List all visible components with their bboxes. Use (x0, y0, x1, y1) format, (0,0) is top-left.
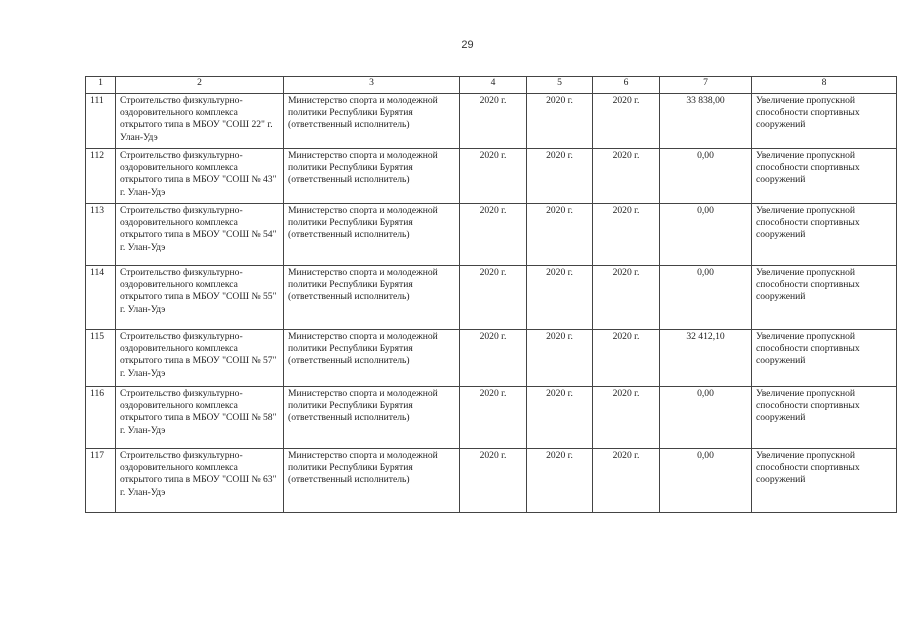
executor: Министерство спорта и молодежной политики Республики Бурятия (ответственный исполнитель) (284, 387, 460, 449)
row-number: 113 (86, 204, 116, 266)
year-cell: 2020 г. (460, 387, 527, 449)
year-cell: 2020 г. (460, 266, 527, 330)
object-name: Строительство физкультурно-оздоровительного комплекса открытого типа в МБОУ "СОШ № 55" г. Улан-Удэ (116, 266, 284, 330)
row-number: 117 (86, 449, 116, 513)
year-cell: 2020 г. (527, 387, 593, 449)
table-row (86, 449, 897, 513)
year-cell: 2020 г. (527, 266, 593, 330)
row-number: 116 (86, 387, 116, 449)
object-name: Строительство физкультурно-оздоровительного комплекса открытого типа в МБОУ "СОШ № 63" г. Улан-Удэ (116, 449, 284, 513)
year-cell: 2020 г. (460, 94, 527, 149)
table-header-row (86, 77, 897, 94)
amount-cell: 0,00 (660, 387, 752, 449)
result-cell: Увеличение пропускной способности спортивных сооружений (752, 330, 897, 387)
year-cell: 2020 г. (593, 204, 660, 266)
executor: Министерство спорта и молодежной политики Республики Бурятия (ответственный исполнитель) (284, 94, 460, 149)
executor: Министерство спорта и молодежной политики Республики Бурятия (ответственный исполнитель) (284, 149, 460, 204)
header-cell: 3 (284, 77, 460, 94)
result-cell: Увеличение пропускной способности спортивных сооружений (752, 449, 897, 513)
year-cell: 2020 г. (460, 449, 527, 513)
year-cell: 2020 г. (593, 149, 660, 204)
year-cell: 2020 г. (593, 330, 660, 387)
executor: Министерство спорта и молодежной политики Республики Бурятия (ответственный исполнитель) (284, 204, 460, 266)
amount-cell: 0,00 (660, 266, 752, 330)
table-row (86, 266, 897, 330)
header-cell: 4 (460, 77, 527, 94)
amount-cell: 0,00 (660, 149, 752, 204)
year-cell: 2020 г. (593, 449, 660, 513)
program-table (85, 76, 897, 513)
year-cell: 2020 г. (593, 94, 660, 149)
object-name: Строительство физкультурно-оздоровительного комплекса открытого типа в МБОУ "СОШ № 43" г. Улан-Удэ (116, 149, 284, 204)
year-cell: 2020 г. (527, 149, 593, 204)
amount-cell: 32 412,10 (660, 330, 752, 387)
header-cell: 1 (86, 77, 116, 94)
row-number: 112 (86, 149, 116, 204)
executor: Министерство спорта и молодежной политики Республики Бурятия (ответственный исполнитель) (284, 266, 460, 330)
page-number: 29 (461, 39, 474, 51)
year-cell: 2020 г. (527, 94, 593, 149)
executor: Министерство спорта и молодежной политики Республики Бурятия (ответственный исполнитель) (284, 330, 460, 387)
header-cell: 8 (752, 77, 897, 94)
year-cell: 2020 г. (460, 204, 527, 266)
object-name: Строительство физкультурно-оздоровительного комплекса открытого типа в МБОУ "СОШ 22" г. Улан-Удэ (116, 94, 284, 149)
result-cell: Увеличение пропускной способности спортивных сооружений (752, 266, 897, 330)
object-name: Строительство физкультурно-оздоровительного комплекса открытого типа в МБОУ "СОШ № 58" г. Улан-Удэ (116, 387, 284, 449)
year-cell: 2020 г. (460, 330, 527, 387)
table-row (86, 387, 897, 449)
table-row (86, 330, 897, 387)
result-cell: Увеличение пропускной способности спортивных сооружений (752, 94, 897, 149)
executor: Министерство спорта и молодежной политики Республики Бурятия (ответственный исполнитель) (284, 449, 460, 513)
result-cell: Увеличение пропускной способности спортивных сооружений (752, 204, 897, 266)
result-cell: Увеличение пропускной способности спортивных сооружений (752, 149, 897, 204)
year-cell: 2020 г. (593, 266, 660, 330)
amount-cell: 33 838,00 (660, 94, 752, 149)
year-cell: 2020 г. (460, 149, 527, 204)
object-name: Строительство физкультурно-оздоровительного комплекса открытого типа в МБОУ "СОШ № 54" г. Улан-Удэ (116, 204, 284, 266)
year-cell: 2020 г. (527, 204, 593, 266)
row-number: 111 (86, 94, 116, 149)
amount-cell: 0,00 (660, 204, 752, 266)
table-row (86, 94, 897, 149)
table-row (86, 204, 897, 266)
year-cell: 2020 г. (527, 449, 593, 513)
header-cell: 7 (660, 77, 752, 94)
header-cell: 5 (527, 77, 593, 94)
object-name: Строительство физкультурно-оздоровительного комплекса открытого типа в МБОУ "СОШ № 57" г. Улан-Удэ (116, 330, 284, 387)
header-cell: 2 (116, 77, 284, 94)
table-row (86, 149, 897, 204)
year-cell: 2020 г. (593, 387, 660, 449)
year-cell: 2020 г. (527, 330, 593, 387)
header-cell: 6 (593, 77, 660, 94)
row-number: 115 (86, 330, 116, 387)
row-number: 114 (86, 266, 116, 330)
result-cell: Увеличение пропускной способности спортивных сооружений (752, 387, 897, 449)
amount-cell: 0,00 (660, 449, 752, 513)
